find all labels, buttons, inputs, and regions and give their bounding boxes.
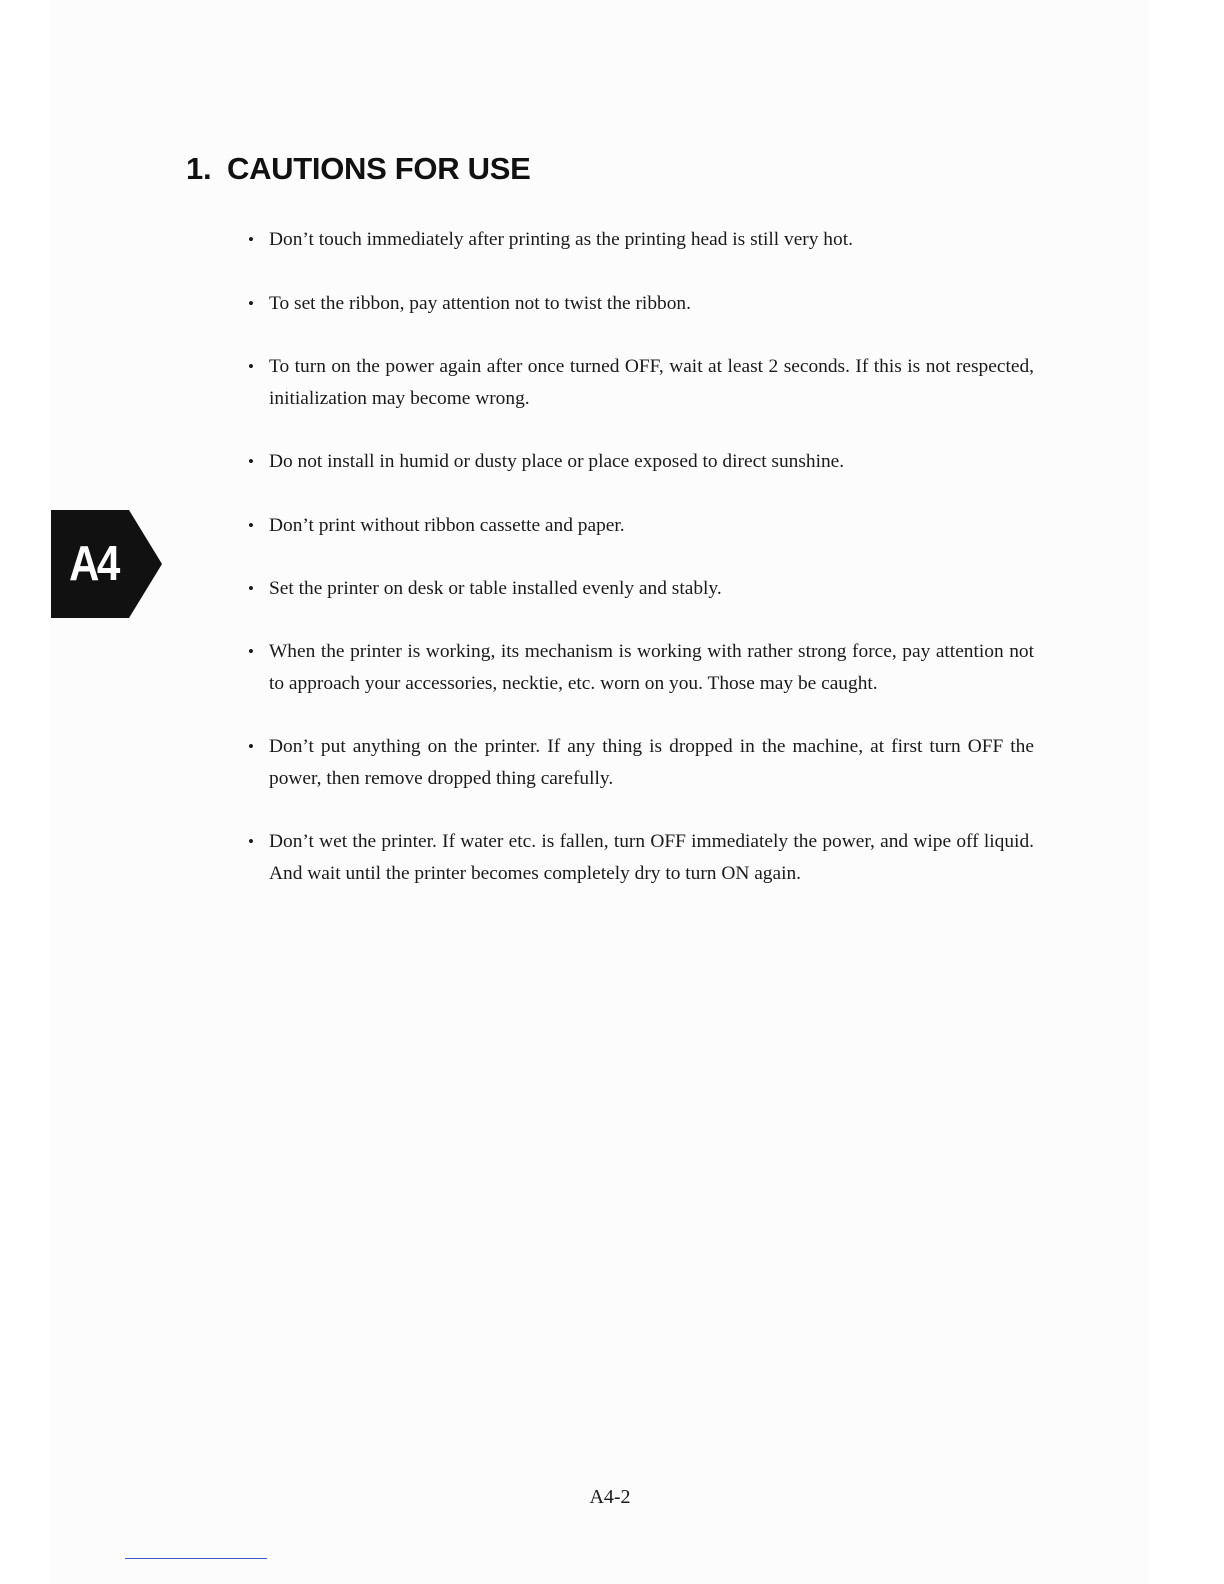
footer-rule — [125, 1558, 267, 1559]
caution-item — [248, 288, 1034, 320]
caution-text: Don’t print without ribbon cassette and paper. — [269, 515, 625, 536]
bullet-icon: • — [248, 516, 254, 535]
caution-text: Don’t wet the printer. If water etc. is fallen, turn OFF immediately the power, and wipe off liquid. And wait until the printer becomes completely dry to turn ON again. — [269, 831, 1034, 884]
caution-text: Do not install in humid or dusty place or place exposed to direct sunshine. — [269, 451, 845, 472]
bullet-icon: • — [248, 642, 254, 661]
bullet-icon: • — [248, 294, 254, 313]
caution-item — [248, 446, 1034, 478]
caution-item — [248, 351, 1034, 415]
bullet-icon: • — [248, 357, 254, 376]
caution-text: Don’t put anything on the printer. If any thing is dropped in the machine, at first turn OFF the power, then remove dropped thing carefully. — [269, 736, 1034, 789]
bullet-icon: • — [248, 832, 254, 851]
section-title — [186, 151, 531, 187]
page-number: A4-2 — [589, 1486, 631, 1508]
section-title-text: CAUTIONS FOR USE — [227, 151, 531, 186]
caution-item — [248, 636, 1034, 700]
bullet-icon: • — [248, 737, 254, 756]
bullet-icon: • — [248, 452, 254, 471]
chapter-tab — [51, 510, 163, 618]
caution-item — [248, 573, 1034, 605]
caution-item — [248, 826, 1034, 890]
chapter-tab-label: A4 — [69, 537, 118, 591]
section-number: 1. — [186, 151, 212, 186]
caution-text: To turn on the power again after once turned OFF, wait at least 2 seconds. If this is not respected, initialization may become wrong. — [269, 356, 1034, 409]
caution-text: Set the printer on desk or table installed evenly and stably. — [269, 578, 722, 599]
caution-item — [248, 224, 1034, 256]
caution-text: To set the ribbon, pay attention not to twist the ribbon. — [269, 293, 691, 314]
bullet-icon: • — [248, 579, 254, 598]
caution-text: Don’t touch immediately after printing as the printing head is still very hot. — [269, 229, 853, 250]
caution-text: When the printer is working, its mechanism is working with rather strong force, pay attention not to approach your accessories, necktie, etc. worn on you. Those may be caught. — [269, 641, 1034, 694]
caution-item — [248, 731, 1034, 795]
bullet-icon: • — [248, 230, 254, 249]
caution-item — [248, 510, 1034, 542]
